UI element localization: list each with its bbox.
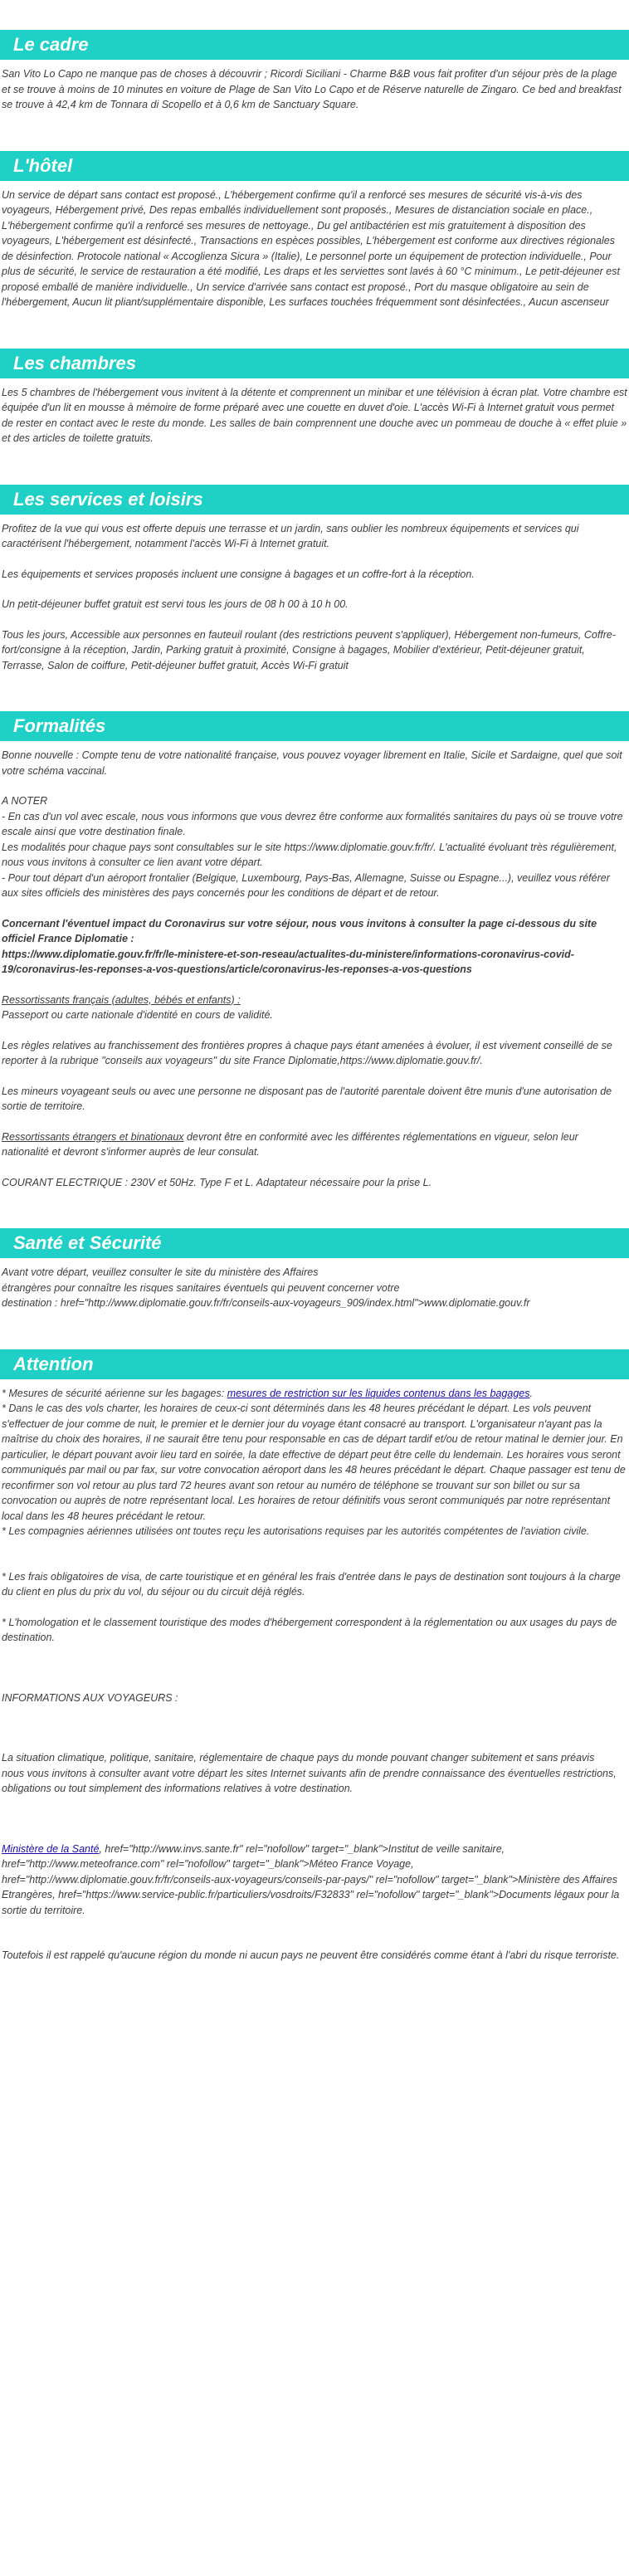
section-hotel	[0, 151, 629, 310]
ministere-sante-link[interactable]: Ministère de la Santé	[2, 1842, 100, 1855]
services-paragraph-3: Un petit-déjeuner buffet gratuit est servi tous les jours de 08 h 00 à 10 h 00.	[2, 598, 349, 610]
section-services	[0, 485, 629, 674]
note-aeroport-frontalier: - Pour tout départ d'un aéroport frontalier (Belgique, Luxembourg, Pays-Bas, Allemagne, Suisse ou Espagne...), veuillez vous référer aux sites officiels des ministères des pays concernés pour les conditions de départ et de retour.	[2, 871, 610, 899]
liquides-restriction-link[interactable]: mesures de restriction sur les liquides contenus dans les bagages	[227, 1387, 530, 1399]
formalites-intro: Bonne nouvelle : Compte tenu de votre nationalité française, vous pouvez voyager librement en Italie, Sicile et Sardaigne, quel que soit votre schéma vaccinal.	[2, 749, 622, 777]
attention-homologation: * L'homologation et le classement touristique des modes d'hébergement correspondent à la réglementation ou aux usages du pays de destination.	[2, 1616, 617, 1643]
coronavirus-notice: Concernant l'éventuel impact du Coronavirus sur votre séjour, nous vous invitons à consulter la page ci-dessous du site officiel France Diplomatie :	[2, 917, 597, 944]
ressortissants-etrangers	[2, 1129, 627, 1160]
note-escale: - En cas d'un vol avec escale, nous vous informons que vous devrez être conforme aux formalités sanitaires du pays où se trouve votre escale ainsi que votre destination finale.	[2, 810, 623, 837]
situation-line-1: La situation climatique, politique, sanitaire, réglementaire de chaque pays du monde pouvant changer subitement et sans préavis	[2, 1752, 595, 1764]
section-title-hotel: L'hôtel	[0, 151, 629, 181]
chambres-paragraph: Les 5 chambres de l'hébergement vous invitent à la détente et comprennent un minibar et une télévision à écran plat. Votre chambre est équipée d'un lit en mousse à mémoire de forme préparé avec une couette en duvet d'oie. L'accès Wi-Fi à Internet gratuit vous permet de rester en contact avec le reste du monde. Les salles de bain comprennent une douche avec un pommeau de douche à « effet pluie » et des articles de toilette gratuits.	[2, 386, 627, 444]
sites-list	[2, 1842, 627, 1919]
attention-frais-visa: * Les frais obligatoires de visa, de carte touristique et en général les frais d'entrée dans le pays de destination sont toujours à la charge du client en plus du prix du vol, du séjour ou du circuit déjà réglés.	[2, 1570, 621, 1598]
attention-bagages-label: * Mesures de sécurité aérienne sur les bagages:	[2, 1387, 227, 1399]
section-cadre	[0, 30, 629, 113]
section-title-sante: Santé et Sécurité	[0, 1228, 629, 1258]
services-paragraph-4: Tous les jours, Accessible aux personnes en fauteuil roulant (des restrictions peuvent s'appliquer), Hébergement non-fumeurs, Coffre-fort/consigne à la réception, Jardin, Parking gratuit à proximité, Consigne à bagages, Mobilier d'extérieur, Petit-déjeuner gratuit, Terrasse, Salon de coiffure, Petit-déjeuner buffet gratuit, Accès Wi-Fi gratuit	[2, 628, 617, 671]
risque-terroriste: Toutefois il est rappelé qu'aucune région du monde ni aucun pays ne peuvent être considérés comme étant à l'abri du risque terroriste.	[2, 1949, 620, 1961]
courant-electrique: COURANT ELECTRIQUE : 230V et 50Hz. Type F et L. Adaptateur nécessaire pour la prise L.	[2, 1176, 432, 1188]
sites-list-rest: , href="http://www.invs.sante.fr" rel="nofollow" target="_blank">Institut de veille sanitaire, href="http://www.meteofrance.com" rel="nofollow" target="_blank">Méteo France Voyage, href="http://www.diplomatie.gouv.fr/fr/conseils-aux-voyageurs/conseils-par-pays/" rel="nofollow" target="_blank">Ministère des Affaires Etrangères, href="https://www.service-public.fr/particuliers/vosdroits/F32833" rel="nofollow" target="_blank">Documents légaux pour la sortie du territoire.	[2, 1842, 620, 1916]
section-attention	[0, 1349, 629, 1964]
ressortissants-etrangers-body: devront être en conformité avec les différentes réglementations en vigueur, selon leur nationalité et devront s'informer auprès de leur consulat.	[2, 1130, 578, 1158]
ressortissants-francais-heading: Ressortissants français (adultes, bébés et enfants) :	[2, 993, 241, 1006]
ressortissants-etrangers-heading: Ressortissants étrangers et binationaux	[2, 1130, 184, 1143]
sante-line-1: Avant votre départ, veuillez consulter le site du ministère des Affaires	[2, 1266, 319, 1278]
attention-bagages	[2, 1386, 627, 1402]
situation-line-2: nous vous invitons à consulter avant votre départ les sites Internet suivants afin de prendre connaissance des éventuelles restrictions, obligations ou tout simplement des informations relatives à votre destination.	[2, 1767, 617, 1794]
services-paragraph-1: Profitez de la vue qui vous est offerte depuis une terrasse et un jardin, sans oublier les nombreux équipements et services qui caractérisent l'hébergement, notamment l'accès Wi-Fi à Internet gratuit.	[2, 522, 579, 549]
services-paragraph-2: Les équipements et services proposés incluent une consigne à bagages et un coffre-fort à la réception.	[2, 568, 475, 580]
mineurs-paragraph: Les mineurs voyageant seuls ou avec une personne ne disposant pas de l'autorité parentale doivent être munis d'une autorisation de sortie de territoire.	[2, 1085, 612, 1112]
sante-line-2: étrangères pour connaître les risques sanitaires éventuels qui peuvent concerner votre	[2, 1281, 400, 1294]
cadre-paragraph: San Vito Lo Capo ne manque pas de choses à découvrir ; Ricordi Siciliani - Charme B&B vous fait profiter d'un séjour près de la plage et se trouve à moins de 10 minutes en voiture de Plage de San Vito Lo Capo et de Réserve naturelle de Zingaro. Ce bed and breakfast se trouve à 42,4 km de Tonnara di Scopello et à 0,6 km de Sanctuary Square.	[2, 68, 622, 110]
attention-compagnies: * Les compagnies aériennes utilisées ont toutes reçu les autorisations requises par les autorités compétentes de l'aviation civile.	[2, 1525, 590, 1537]
regles-frontieres: Les règles relatives au franchissement des frontières propres à chaque pays étant amenées à évoluer, il est vivement conseillé de se reporter à la rubrique "conseils aux voyageurs" du site France Diplomatie,https://www.diplomatie.gouv.fr/.	[2, 1039, 612, 1066]
section-title-chambres: Les chambres	[0, 349, 629, 378]
coronavirus-url[interactable]: https://www.diplomatie.gouv.fr/fr/le-ministere-et-son-reseau/actualites-du-ministere/informations-coronavirus-covid-19/coronavirus-les-reponses-a-vos-questions/article/coronavirus-les-reponses-a-vos-questions	[2, 948, 574, 975]
hotel-paragraph: Un service de départ sans contact est proposé., L'hébergement confirme qu'il a renforcé ses mesures de sécurité vis-à-vis des voyageurs, Hébergement privé, Des repas emballés individuellement sont proposés., Mesures de distanciation sociale en place., L'hébergement confirme qu'il a renforcé ses mesures de nettoyage., Du gel antibactérien est mis gratuitement à disposition des voyageurs, L'hébergement est désinfecté., Transactions en espèces possibles, L'hébergement est conforme aux directives régionales de désinfection. Protocole national « Accoglienza Sicura » (Italie), Le personnel porte un équipement de protection individuelle., Pour plus de sécurité, le service de restauration a été modifié, Les draps et les serviettes sont lavés à 60 °C minimum., Le petit-déjeuner est proposé emballé de manière individuelle., Un service d'arrivée sans contact est proposé., Port du masque obligatoire au sein de l'hébergement, Aucun lit pliant/supplémentaire disponible, Les surfaces touchées fréquemment sont désinfectées., Aucun ascenseur	[2, 188, 620, 308]
section-title-cadre: Le cadre	[0, 30, 629, 60]
attention-vols-charter: * Dans le cas des vols charter, les horaires de ceux-ci sont déterminés dans les 48 heures précédant le départ. Les vols peuvent s'effectuer de jour comme de nuit, le premier et le dernier jour du voyage étant consacré au transport. L'organisateur n'ayant pas la maîtrise du choix des horaires, il ne saurait être tenu pour responsable en cas de départ tardif et/ou de retour matinal le dernier jour. En particulier, le départ pouvant avoir lieu tard en soirée, la date effective de départ peut être celle du lendemain. Les horaires vous seront communiqués par mail ou par fax, sur votre convocation aéroport dans les 48 heures précédant le départ. Chaque passager est tenu de reconfirmer son vol retour au plus tard 72 heures avant son retour au numéro de téléphone se trouvant sur son billet ou sur sa convocation ou auprès de notre représentant local. Les horaires de retour définitifs vous seront communiqués par notre représentant local dans les 48 heures précédant le retour.	[2, 1403, 626, 1522]
attention-bagages-end: .	[529, 1387, 533, 1399]
sante-line-3: destination : href="http://www.diplomatie.gouv.fr/fr/conseils-aux-voyageurs_909/index.html">www.diplomatie.gouv.fr	[2, 1297, 530, 1309]
ressortissants-francais-body: Passeport ou carte nationale d'identité en cours de validité.	[2, 1009, 273, 1021]
section-sante	[0, 1228, 629, 1311]
section-chambres	[0, 349, 629, 446]
section-title-formalites: Formalités	[0, 711, 629, 741]
section-title-attention: Attention	[0, 1349, 629, 1379]
note-modalites: Les modalités pour chaque pays sont consultables sur le site https://www.diplomatie.gouv.fr/fr/. L'actualité évoluant très régulièrement, nous vous invitons à consulter ce lien avant votre départ.	[2, 841, 617, 868]
note-heading: A NOTER	[2, 795, 48, 807]
section-formalites	[0, 711, 629, 1190]
section-title-services: Les services et loisirs	[0, 485, 629, 515]
informations-voyageurs-heading: INFORMATIONS AUX VOYAGEURS :	[2, 1691, 178, 1704]
